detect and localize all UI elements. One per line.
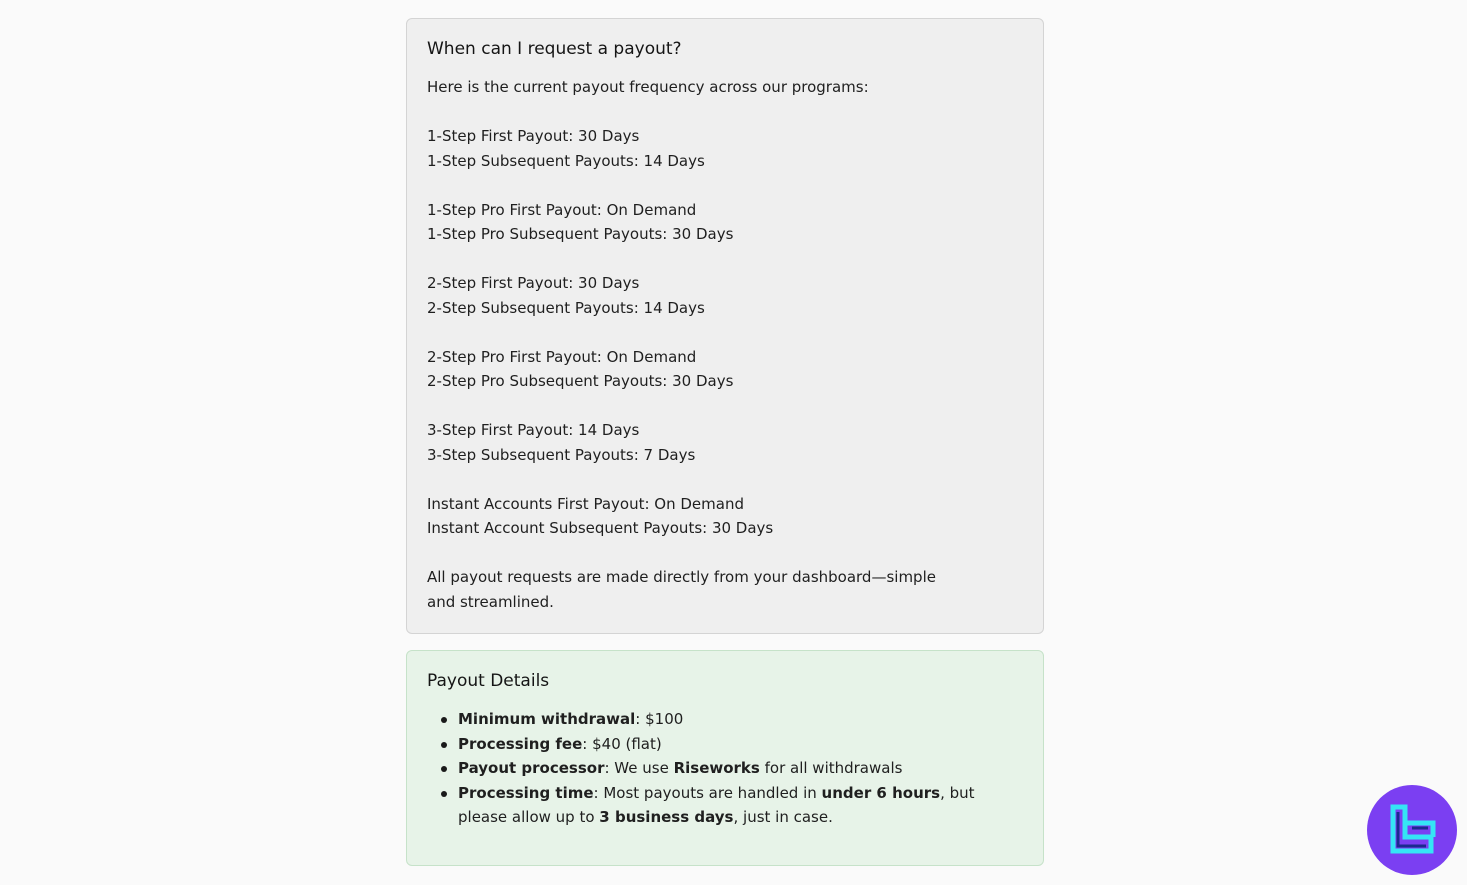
list-item-processing-fee (458, 732, 1023, 757)
payout-subsequent: 1-Step Subsequent Payouts: 14 Days (427, 151, 705, 170)
detail-text: : Most payouts are handled in (593, 783, 822, 802)
payout-group (427, 271, 1023, 320)
faq-card (406, 18, 1044, 634)
detail-label: Processing fee (458, 734, 583, 753)
payout-subsequent: Instant Account Subsequent Payouts: 30 Days (427, 519, 774, 537)
payout-first: 2-Step Pro First Payout: On Demand (427, 347, 697, 366)
detail-text: : $100 (635, 710, 684, 728)
faq-title: When can I request a payout? (427, 39, 682, 59)
detail-emphasis: 3 business days (599, 808, 734, 826)
list-item-minimum-withdrawal (458, 707, 1023, 732)
payout-first: 3-Step First Payout: 14 Days (427, 421, 640, 439)
details-list (427, 707, 1023, 830)
bullet-icon (441, 742, 447, 748)
payout-subsequent: 2-Step Pro Subsequent Payouts: 30 Days (427, 372, 734, 390)
list-item-processing-time (458, 781, 1023, 830)
detail-text: , just in case. (733, 808, 833, 826)
payout-group (427, 418, 1023, 467)
faq-intro: Here is the current payout frequency across our programs: (427, 78, 869, 96)
detail-emphasis: Riseworks (673, 759, 760, 777)
detail-emphasis: under 6 hours (821, 783, 941, 802)
bullet-icon (441, 717, 447, 723)
detail-label: Processing time (458, 783, 594, 802)
payout-first: 1-Step First Payout: 30 Days (427, 127, 640, 145)
payout-first: 2-Step First Payout: 30 Days (427, 274, 640, 292)
payout-group (427, 198, 1023, 247)
bullet-icon (441, 766, 447, 772)
payout-group (427, 345, 1023, 394)
payout-group (427, 124, 1023, 173)
detail-text: : $40 (flat) (582, 734, 662, 753)
payout-subsequent: 1-Step Pro Subsequent Payouts: 30 Days (427, 225, 734, 243)
detail-text: : We use (604, 759, 674, 777)
brand-logo-icon[interactable] (1367, 785, 1457, 875)
detail-text: , but please allow up to (458, 783, 975, 826)
details-title: Payout Details (427, 671, 550, 691)
payout-details-card (406, 650, 1044, 866)
faq-footer: All payout requests are made directly from your dashboard—simple and streamlined. (427, 568, 936, 611)
brand-logo-glyph (1367, 785, 1457, 875)
list-item-payout-processor (458, 756, 1023, 781)
payout-subsequent: 2-Step Subsequent Payouts: 14 Days (427, 298, 705, 317)
payout-group (427, 492, 1023, 541)
detail-text: for all withdrawals (759, 759, 903, 777)
bullet-icon (441, 791, 447, 797)
payout-subsequent: 3-Step Subsequent Payouts: 7 Days (427, 445, 696, 464)
payout-first: 1-Step Pro First Payout: On Demand (427, 200, 697, 219)
payout-first: Instant Accounts First Payout: On Demand (427, 494, 744, 513)
detail-label: Payout processor (458, 759, 605, 777)
detail-label: Minimum withdrawal (458, 710, 636, 728)
